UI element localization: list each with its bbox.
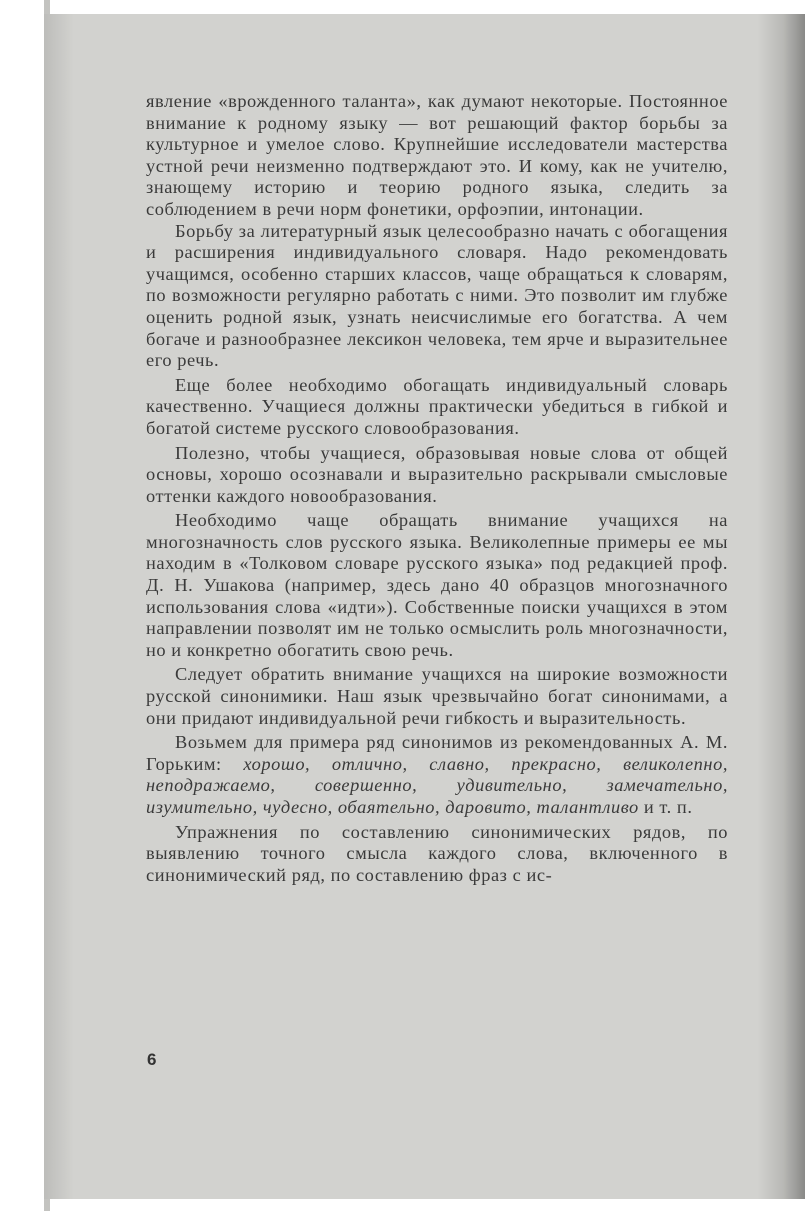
synonym-list: хорошо, отлично, славно, прекрасно, великолепно, неподражаемо, совершенно, удивительно, замечательно, изумительно, чудесно, обаятельно, даровито, талантливо [146, 753, 728, 817]
paragraph: Полезно, чтобы учащиеся, образовывая новые слова от общей основы, хорошо осознавали и выразительно раскрывали смысловые оттенки каждого новообразования. [146, 442, 728, 506]
body-text [146, 91, 728, 886]
paragraph: Упражнения по составлению синонимических рядов, по выявлению точного смысла каждого слова, включенного в синонимический ряд, по составлению фраз с ис- [146, 821, 728, 885]
paragraph: Борьбу за литературный язык целесообразно начать с обогащения и расширения индивидуального словаря. Надо рекомендовать учащимся, особенно старших классов, чаще обращаться к словарям, по возможности регулярно работать с ними. Это позволит им глубже оценить родной язык, узнать неисчислимые его богатства. А чем богаче и разнообразнее лексикон человека, тем ярче и выразительнее его речь. [146, 220, 728, 371]
paragraph: Еще более необходимо обогащать индивидуальный словарь качественно. Учащиеся должны практически убедиться в гибкой и богатой системе русского словообразования. [146, 374, 728, 438]
paragraph: явление «врожденного таланта», как думают некоторые. Постоянное внимание к родному языку — вот решающий фактор борьбы за культурное и умелое слово. Крупнейшие исследователи мастерства устной речи неизменно подтверждают это. И кому, как не учителю, знающему историю и теорию родного языка, следить за соблюдением в речи норм фонетики, орфоэпии, интонации. [146, 91, 728, 219]
paragraph: Возьмем для примера ряд синонимов из рекомендованных А. М. Горьким: хорошо, отлично, славно, прекрасно, великолепно, неподражаемо, совершенно, удивительно, замечательно, изумительно, чудесно, обаятельно, даровито, талантливо и т. п. [146, 732, 728, 817]
paragraph: Следует обратить внимание учащихся на широкие возможности русской синонимики. Наш язык чрезвычайно богат синонимами, а они придают индивидуальной речи гибкость и выразительность. [146, 664, 728, 728]
paragraph: Необходимо чаще обращать внимание учащихся на многозначность слов русского языка. Великолепные примеры ее мы находим в «Толковом словаре русского языка» под редакцией проф. Д. Н. Ушакова (например, здесь дано 40 образцов многозначного использования слова «идти»). Собственные поиски учащихся в этом направлении позволят им не только осмыслить роль многозначности, но и конкретно обогатить свою речь. [146, 510, 728, 660]
page-number: 6 [147, 1050, 157, 1069]
